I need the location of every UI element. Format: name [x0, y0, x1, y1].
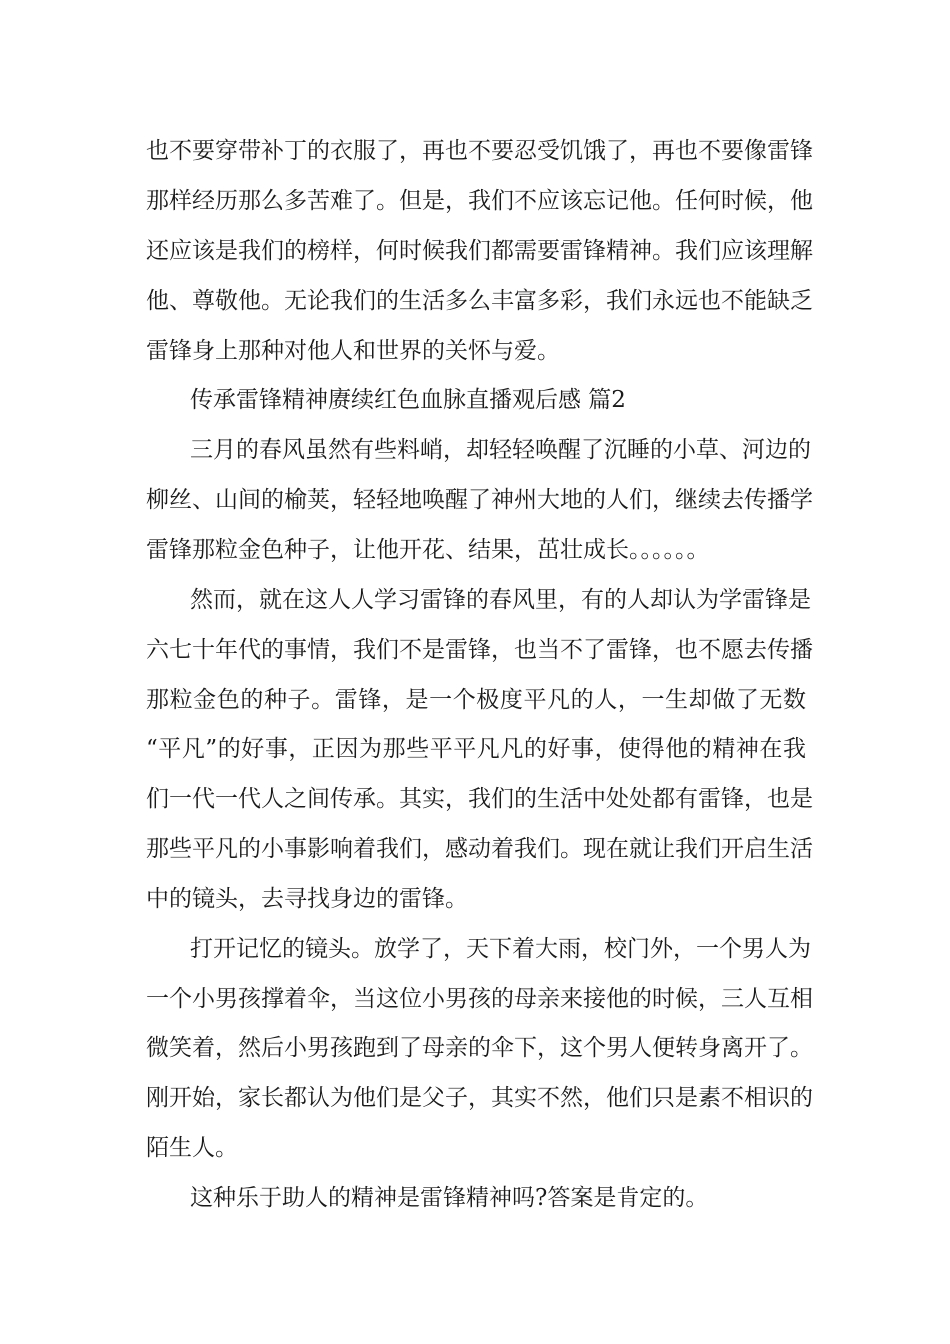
text-line: 们一代一代人之间传承。其实，我们的生活中处处都有雷锋，也是	[146, 786, 813, 812]
text-line: 雷锋那粒金色种子，让他开花、结果，茁壮成长。。。。。。	[146, 537, 710, 563]
text-line: 那粒金色的种子。雷锋，是一个极度平凡的人，一生却做了无数	[146, 687, 806, 713]
text-line: 中的镜头，去寻找身边的雷锋。	[146, 886, 468, 912]
text-line: 那样经历那么多苦难了。但是，我们不应该忘记他。任何时候，他	[146, 188, 813, 214]
paragraph-first-line: 打开记忆的镜头。放学了，天下着大雨，校门外，一个男人为	[190, 936, 811, 962]
text-line: 还应该是我们的榜样，何时候我们都需要雷锋精神。我们应该理解	[146, 238, 813, 264]
text-line: 那些平凡的小事影响着我们，感动着我们。现在就让我们开启生活	[146, 836, 813, 862]
text-line: 陌生人。	[146, 1135, 238, 1161]
text-line: 一个小男孩撑着伞，当这位小男孩的母亲来接他的时候，三人互相	[146, 986, 813, 1012]
text-line: 他、尊敬他。无论我们的生活多么丰富多彩，我们永远也不能缺乏	[146, 288, 813, 314]
text-line: 雷锋身上那种对他人和世界的关怀与爱。	[146, 338, 560, 364]
section-heading: 传承雷锋精神赓续红色血脉直播观后感 篇2	[190, 387, 626, 413]
paragraph-first-line: 这种乐于助人的精神是雷锋精神吗?答案是肯定的。	[190, 1185, 709, 1211]
text-line: 柳丝、山间的榆荚，轻轻地唤醒了神州大地的人们，继续去传播学	[146, 487, 813, 513]
paragraph-first-line: 三月的春风虽然有些料峭，却轻轻唤醒了沉睡的小草、河边的	[190, 437, 811, 463]
text-line: 刚开始，家长都认为他们是父子，其实不然，他们只是素不相识的	[146, 1085, 813, 1111]
paragraph-first-line: 然而，就在这人人学习雷锋的春风里，有的人却认为学雷锋是	[190, 587, 811, 613]
text-line: 微笑着，然后小男孩跑到了母亲的伞下，这个男人便转身离开了。	[146, 1035, 813, 1061]
text-line: “平凡”的好事，正因为那些平平凡凡的好事，使得他的精神在我	[146, 736, 806, 762]
text-line: 也不要穿带补丁的衣服了，再也不要忍受饥饿了，再也不要像雷锋	[146, 138, 813, 164]
text-line: 六七十年代的事情，我们不是雷锋，也当不了雷锋，也不愿去传播	[146, 637, 813, 663]
